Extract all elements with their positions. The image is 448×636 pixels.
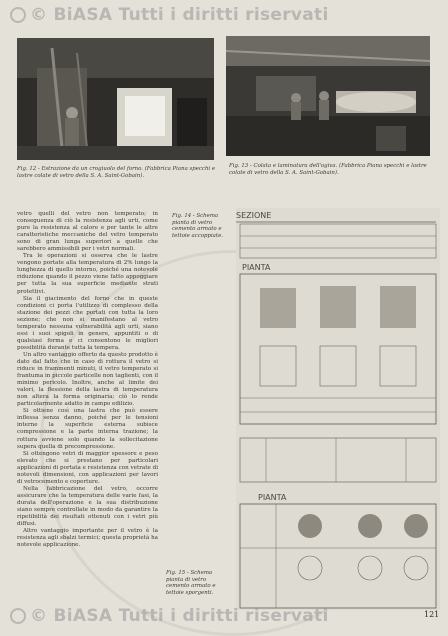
photo-furnace-extraction <box>17 38 214 160</box>
drawing-label-sezione: SEZIONE <box>236 211 272 220</box>
watermark-top: © BiASA Tutti i diritti riservati <box>10 5 329 25</box>
caption-fig13: Fig. 13 - Colata e laminatura dell'ogiva. (Fabbrica Piana specchi e lastre colate di vetro della S. A. Saint-Gobain). <box>229 163 427 176</box>
architectural-drawing <box>236 208 440 610</box>
copyright-icon <box>10 7 26 23</box>
paragraph: Tra le operazioni si osserva che le lastre vengono portate alla temperatura di 2% lungo la lunghezza di quello intorno, poiché una notevole riduzione quando il pezzo viene fatto appoggiare per tutta la sua superficie mediante strati protettivi. <box>17 253 158 295</box>
page-number: 121 <box>424 610 440 619</box>
paragraph: Sia il giacimento del forno che in queste condizioni ci porta l'utilizzo di complesso della stazione dei pezzi che portati con tutta la loro sezione; che non si manifestano al vetro temperato nessuna vulnerabilità agli urti, siano essi i suoi spigoli in genere, appuntiti o di qualsiasi forma e ci consentono le migliori possibilità durante tutta la tempera. <box>17 295 158 351</box>
paragraph: Altro vantaggio importante per il vetro è la resistenza agli sbalzi termici; questa proprietà ha notevole applicazione. <box>17 528 158 549</box>
drawing-label-pianta-2: PIANTA <box>258 493 287 502</box>
watermark-bottom: © BiASA Tutti i diritti riservati <box>10 606 329 626</box>
copyright-icon <box>10 608 26 624</box>
paragraph: Si ottengono vetri di maggior spessore e peso elevato che si prestano per particolari applicazioni di portata e resistenza con vetrate di notevoli dimensioni, con applicazioni per lavori di vetrocemento e coperture. <box>17 450 158 485</box>
caption-fig14: Fig. 14 - Schema pianta di vetro cemento armato e tettoie accoppiate. <box>172 213 223 239</box>
photo-glass-casting <box>226 36 430 156</box>
caption-fig15: Fig. 15 - Schema pianta di vetro cemento armato e tettoie sporgenti. <box>166 570 216 596</box>
paragraph: Si ottiene così una lastra che può essere inflessa senza danno, poiché per le tensioni interne la superficie esterna subisce compressione e la parte interna trazione; la rottura avviene solo quando la sollecitazione supera quella di precompressione. <box>17 408 158 450</box>
drawing-label-pianta-1: PIANTA <box>242 263 271 272</box>
paragraph: Un altro vantaggio offerto da questo prodotto è dato dal fatto che in caso di rottura il vetro si riduce in frammenti minuti, il vetro temperato si frantuma in piccole particelle non taglienti, con il minimo pericolo. Inoltre, anche al limite dei valori, la flessione della lastra di temperatura non altera la forma originaria; ciò lo rende particolarmente adatto in campo edilizio. <box>17 351 158 408</box>
body-text-column <box>17 211 158 604</box>
paragraph: Nella fabbricazione del vetro, occorre assicurare che la temperatura delle varie fasi, la durata dell'operazione e la sua distribuzione siano sempre controllate in modo da garantire la ripetibilità dei risultati ottenuti con i vetri più diffusi. <box>17 485 158 528</box>
paragraph: vetro quelli del vetro non temperato; in conseguenza di ciò la resistenza agli urti, come pure la resistenza al calore e per tante le altre caratteristiche meccaniche del vetro temperato sono di gran lunga superiori a quelle che sarebbero ammissibili per i vetri normali. <box>17 211 158 253</box>
caption-fig12: Fig. 12 - Estrazione da un crogiuolo del forno. (Fabbrica Piana specchi e lastre colate di vetro della S. A. Saint-Gobain). <box>17 166 216 179</box>
